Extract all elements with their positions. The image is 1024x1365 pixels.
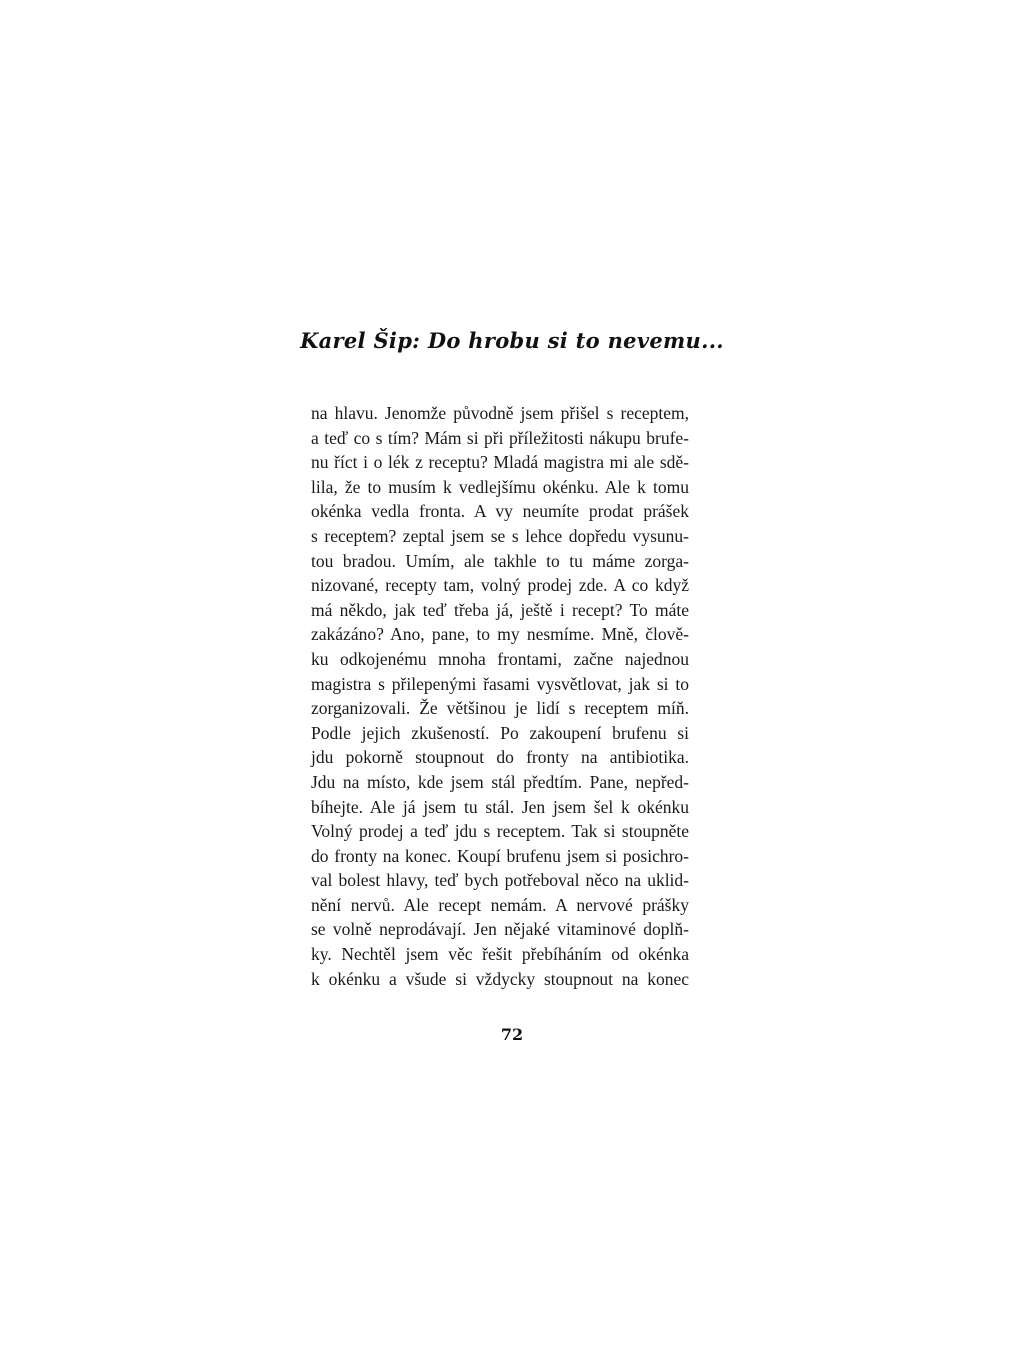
- text-line: zorganizovali. Že většinou je lidí s receptem míň.: [311, 698, 689, 719]
- text-line: Volný prodej a teď jdu s receptem. Tak si stoupněte: [311, 821, 689, 842]
- text-line: na hlavu. Jenomže původně jsem přišel s receptem,: [311, 403, 689, 423]
- text-line: tou bradou. Umím, ale takhle to tu máme zorga-: [311, 550, 689, 571]
- text-line: se volně neprodávají. Jen nějaké vitaminové doplň-: [311, 919, 689, 940]
- text-line: ky. Nechtěl jsem věc řešit přebíháním od okénka: [311, 944, 689, 965]
- text-line: nizované, recepty tam, volný prodej zde. A co když: [311, 575, 689, 596]
- text-line: k okénku a všude si vždycky stoupnout na konec: [311, 968, 689, 989]
- body-text: [311, 401, 689, 991]
- running-head: Karel Šip: Do hrobu si to nevemu...: [300, 328, 724, 353]
- text-line: bíhejte. Ale já jsem tu stál. Jen jsem šel k okénku: [311, 796, 689, 817]
- text-line: nění nervů. Ale recept nemám. A nervové prášky: [311, 894, 689, 915]
- text-line: Podle jejich zkušeností. Po zakoupení brufenu si: [311, 722, 689, 743]
- text-line: Jdu na místo, kde jsem stál předtím. Pane, nepřed-: [311, 771, 689, 792]
- text-line: zakázáno? Ano, pane, to my nesmíme. Mně, člově-: [311, 624, 689, 645]
- text-line: ku odkojenému mnoha frontami, začne najednou: [311, 648, 689, 669]
- text-line: a teď co s tím? Mám si při příležitosti nákupu brufe-: [311, 427, 689, 448]
- text-line: lila, že to musím k vedlejšímu okénku. Ale k tomu: [311, 476, 689, 497]
- text-line: nu říct i o lék z receptu? Mladá magistra mi ale sdě-: [311, 452, 689, 473]
- page-number: 72: [500, 1025, 524, 1044]
- text-line: magistra s přilepenými řasami vysvětlovat, jak si to: [311, 673, 689, 694]
- text-line: má někdo, jak teď třeba já, ještě i recept? To máte: [311, 599, 689, 620]
- text-line: s receptem? zeptal jsem se s lehce dopředu vysunu-: [311, 525, 689, 546]
- text-line: jdu pokorně stoupnout do fronty na antibiotika.: [311, 747, 689, 768]
- text-line: do fronty na konec. Koupí brufenu jsem si posichro-: [311, 845, 689, 866]
- text-line: val bolest hlavy, teď bych potřeboval něco na uklid-: [311, 870, 689, 891]
- text-line: okénka vedla fronta. A vy neumíte prodat prášek: [311, 501, 689, 522]
